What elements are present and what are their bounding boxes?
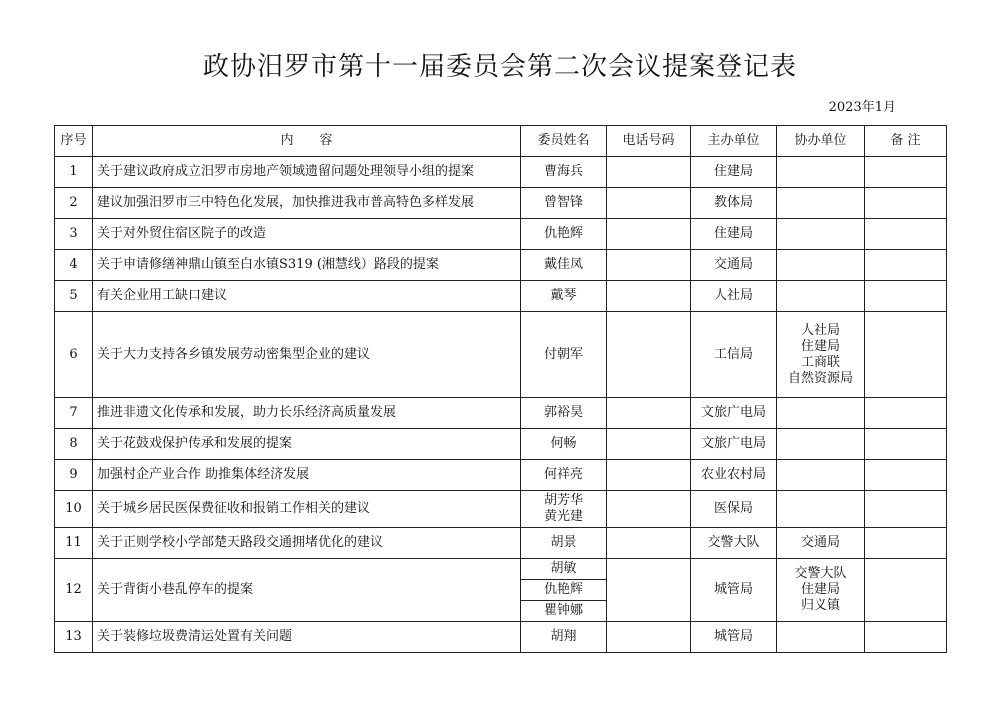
host-unit: 文旅广电局 <box>691 398 777 429</box>
row-number: 10 <box>55 491 93 528</box>
row-number: 1 <box>55 157 93 188</box>
proposal-content: 关于花鼓戏保护传承和发展的提案 <box>93 429 521 460</box>
member-name: 付朝军 <box>543 346 583 362</box>
phone-number <box>607 528 691 559</box>
phone-number <box>607 398 691 429</box>
member-name: 何祥亮 <box>543 467 583 482</box>
header-note: 备 注 <box>865 126 947 157</box>
row-number: 3 <box>55 219 93 250</box>
table-row <box>55 281 947 312</box>
phone-number <box>607 281 691 312</box>
phone-number <box>607 188 691 219</box>
note <box>865 559 947 622</box>
co-units <box>777 398 865 429</box>
row-number: 11 <box>55 528 93 559</box>
phone-number <box>607 219 691 250</box>
host-unit: 交通局 <box>691 250 777 281</box>
member-name: 瞿钟娜 <box>543 603 583 618</box>
proposal-content: 有关企业用工缺口建议 <box>93 281 521 312</box>
phone-number <box>607 429 691 460</box>
member-names <box>521 528 607 559</box>
member-name: 胡敏 <box>521 559 606 580</box>
member-names <box>521 188 607 219</box>
host-unit: 城管局 <box>691 622 777 653</box>
host-unit: 教体局 <box>691 188 777 219</box>
host-unit: 人社局 <box>691 281 777 312</box>
co-units <box>777 559 865 622</box>
member-name: 黄光建 <box>543 509 583 524</box>
table-row <box>55 312 947 398</box>
table-row <box>55 460 947 491</box>
phone-number <box>607 622 691 653</box>
co-unit: 人社局 <box>800 322 840 338</box>
table-header-row <box>55 126 947 157</box>
member-names <box>521 398 607 429</box>
table-row <box>55 429 947 460</box>
host-unit: 交警大队 <box>691 528 777 559</box>
note <box>865 398 947 429</box>
row-number: 6 <box>55 312 93 398</box>
proposal-content: 加强村企产业合作 助推集体经济发展 <box>93 460 521 491</box>
member-names <box>521 281 607 312</box>
member-names <box>521 250 607 281</box>
co-unit: 住建局 <box>800 582 840 597</box>
row-number: 7 <box>55 398 93 429</box>
note <box>865 528 947 559</box>
proposal-content: 关于装修垃圾费清运处置有关问题 <box>93 622 521 653</box>
host-unit: 住建局 <box>691 157 777 188</box>
member-name: 胡翔 <box>550 629 577 644</box>
member-names <box>521 312 607 398</box>
co-units <box>777 157 865 188</box>
co-units <box>777 622 865 653</box>
table-row <box>55 491 947 528</box>
header-host: 主办单位 <box>691 126 777 157</box>
proposal-content: 关于城乡居民医保费征收和报销工作相关的建议 <box>93 491 521 528</box>
table-row <box>55 219 947 250</box>
member-name: 曹海兵 <box>543 164 583 179</box>
co-unit: 交通局 <box>800 535 840 550</box>
table-row <box>55 528 947 559</box>
header-no: 序号 <box>55 126 93 157</box>
note <box>865 157 947 188</box>
row-number: 2 <box>55 188 93 219</box>
table-body <box>55 157 947 653</box>
row-number: 12 <box>55 559 93 622</box>
co-unit: 住建局 <box>800 338 840 354</box>
table-row <box>55 398 947 429</box>
member-names <box>521 460 607 491</box>
member-list <box>521 559 606 621</box>
co-units <box>777 219 865 250</box>
co-units <box>777 460 865 491</box>
phone-number <box>607 460 691 491</box>
co-units <box>777 188 865 219</box>
co-unit: 交警大队 <box>794 566 847 581</box>
co-unit: 归义镇 <box>800 598 840 613</box>
proposal-content: 关于背街小巷乱停车的提案 <box>93 559 521 622</box>
member-names <box>521 559 607 622</box>
co-units <box>777 281 865 312</box>
note <box>865 250 947 281</box>
co-unit: 工商联 <box>800 354 840 370</box>
member-names <box>521 219 607 250</box>
proposal-content: 建议加强汨罗市三中特色化发展，加快推进我市普高特色多样发展 <box>93 188 521 219</box>
table-row <box>55 559 947 622</box>
member-name: 曾智锋 <box>543 195 583 210</box>
header-phone: 电话号码 <box>607 126 691 157</box>
phone-number <box>607 559 691 622</box>
member-names <box>521 491 607 528</box>
table-row <box>55 622 947 653</box>
note <box>865 188 947 219</box>
note <box>865 219 947 250</box>
host-unit: 住建局 <box>691 219 777 250</box>
member-name: 戴琴 <box>550 288 577 303</box>
member-name: 戴佳凤 <box>543 257 583 272</box>
row-number: 5 <box>55 281 93 312</box>
page-title: 政协汨罗市第十一届委员会第二次会议提案登记表 <box>202 52 797 82</box>
member-names <box>521 429 607 460</box>
host-unit: 工信局 <box>691 312 777 398</box>
table-row <box>55 250 947 281</box>
co-units <box>777 528 865 559</box>
host-unit: 城管局 <box>691 559 777 622</box>
table-row <box>55 157 947 188</box>
header-member: 委员姓名 <box>521 126 607 157</box>
proposal-content: 关于申请修缮神鼎山镇至白水镇S319 (湘慧线）路段的提案 <box>93 250 521 281</box>
note <box>865 281 947 312</box>
row-number: 9 <box>55 460 93 491</box>
note <box>865 429 947 460</box>
header-co: 协办单位 <box>777 126 865 157</box>
phone-number <box>607 312 691 398</box>
host-unit: 文旅广电局 <box>691 429 777 460</box>
member-names <box>521 157 607 188</box>
note <box>865 622 947 653</box>
member-name: 仇艳辉 <box>521 580 606 601</box>
proposal-table <box>54 125 947 653</box>
proposal-content: 关于对外贸住宿区院子的改造 <box>93 219 521 250</box>
member-name: 仇艳辉 <box>543 226 583 241</box>
host-unit: 农业农村局 <box>691 460 777 491</box>
member-name: 胡景 <box>550 535 577 550</box>
document-date: 2023年1月 <box>828 100 896 115</box>
co-units <box>777 250 865 281</box>
host-unit: 医保局 <box>691 491 777 528</box>
phone-number <box>607 491 691 528</box>
member-name: 胡芳华 <box>543 493 583 508</box>
note <box>865 312 947 398</box>
note <box>865 460 947 491</box>
row-number: 4 <box>55 250 93 281</box>
co-units <box>777 429 865 460</box>
co-unit: 自然资源局 <box>787 370 853 386</box>
member-names <box>521 622 607 653</box>
proposal-content: 关于正则学校小学部楚天路段交通拥堵优化的建议 <box>93 528 521 559</box>
proposal-content: 推进非遗文化传承和发展，助力长乐经济高质量发展 <box>93 398 521 429</box>
header-content: 内 容 <box>93 126 521 157</box>
co-units <box>777 312 865 398</box>
co-units <box>777 491 865 528</box>
proposal-content: 关于建议政府成立汨罗市房地产领域遗留问题处理领导小组的提案 <box>93 157 521 188</box>
member-name: 郭裕昊 <box>543 405 583 420</box>
phone-number <box>607 250 691 281</box>
member-name: 何畅 <box>550 436 577 451</box>
note <box>865 491 947 528</box>
row-number: 8 <box>55 429 93 460</box>
table-row <box>55 188 947 219</box>
row-number: 13 <box>55 622 93 653</box>
phone-number <box>607 157 691 188</box>
proposal-content: 关于大力支持各乡镇发展劳动密集型企业的建议 <box>93 312 521 398</box>
